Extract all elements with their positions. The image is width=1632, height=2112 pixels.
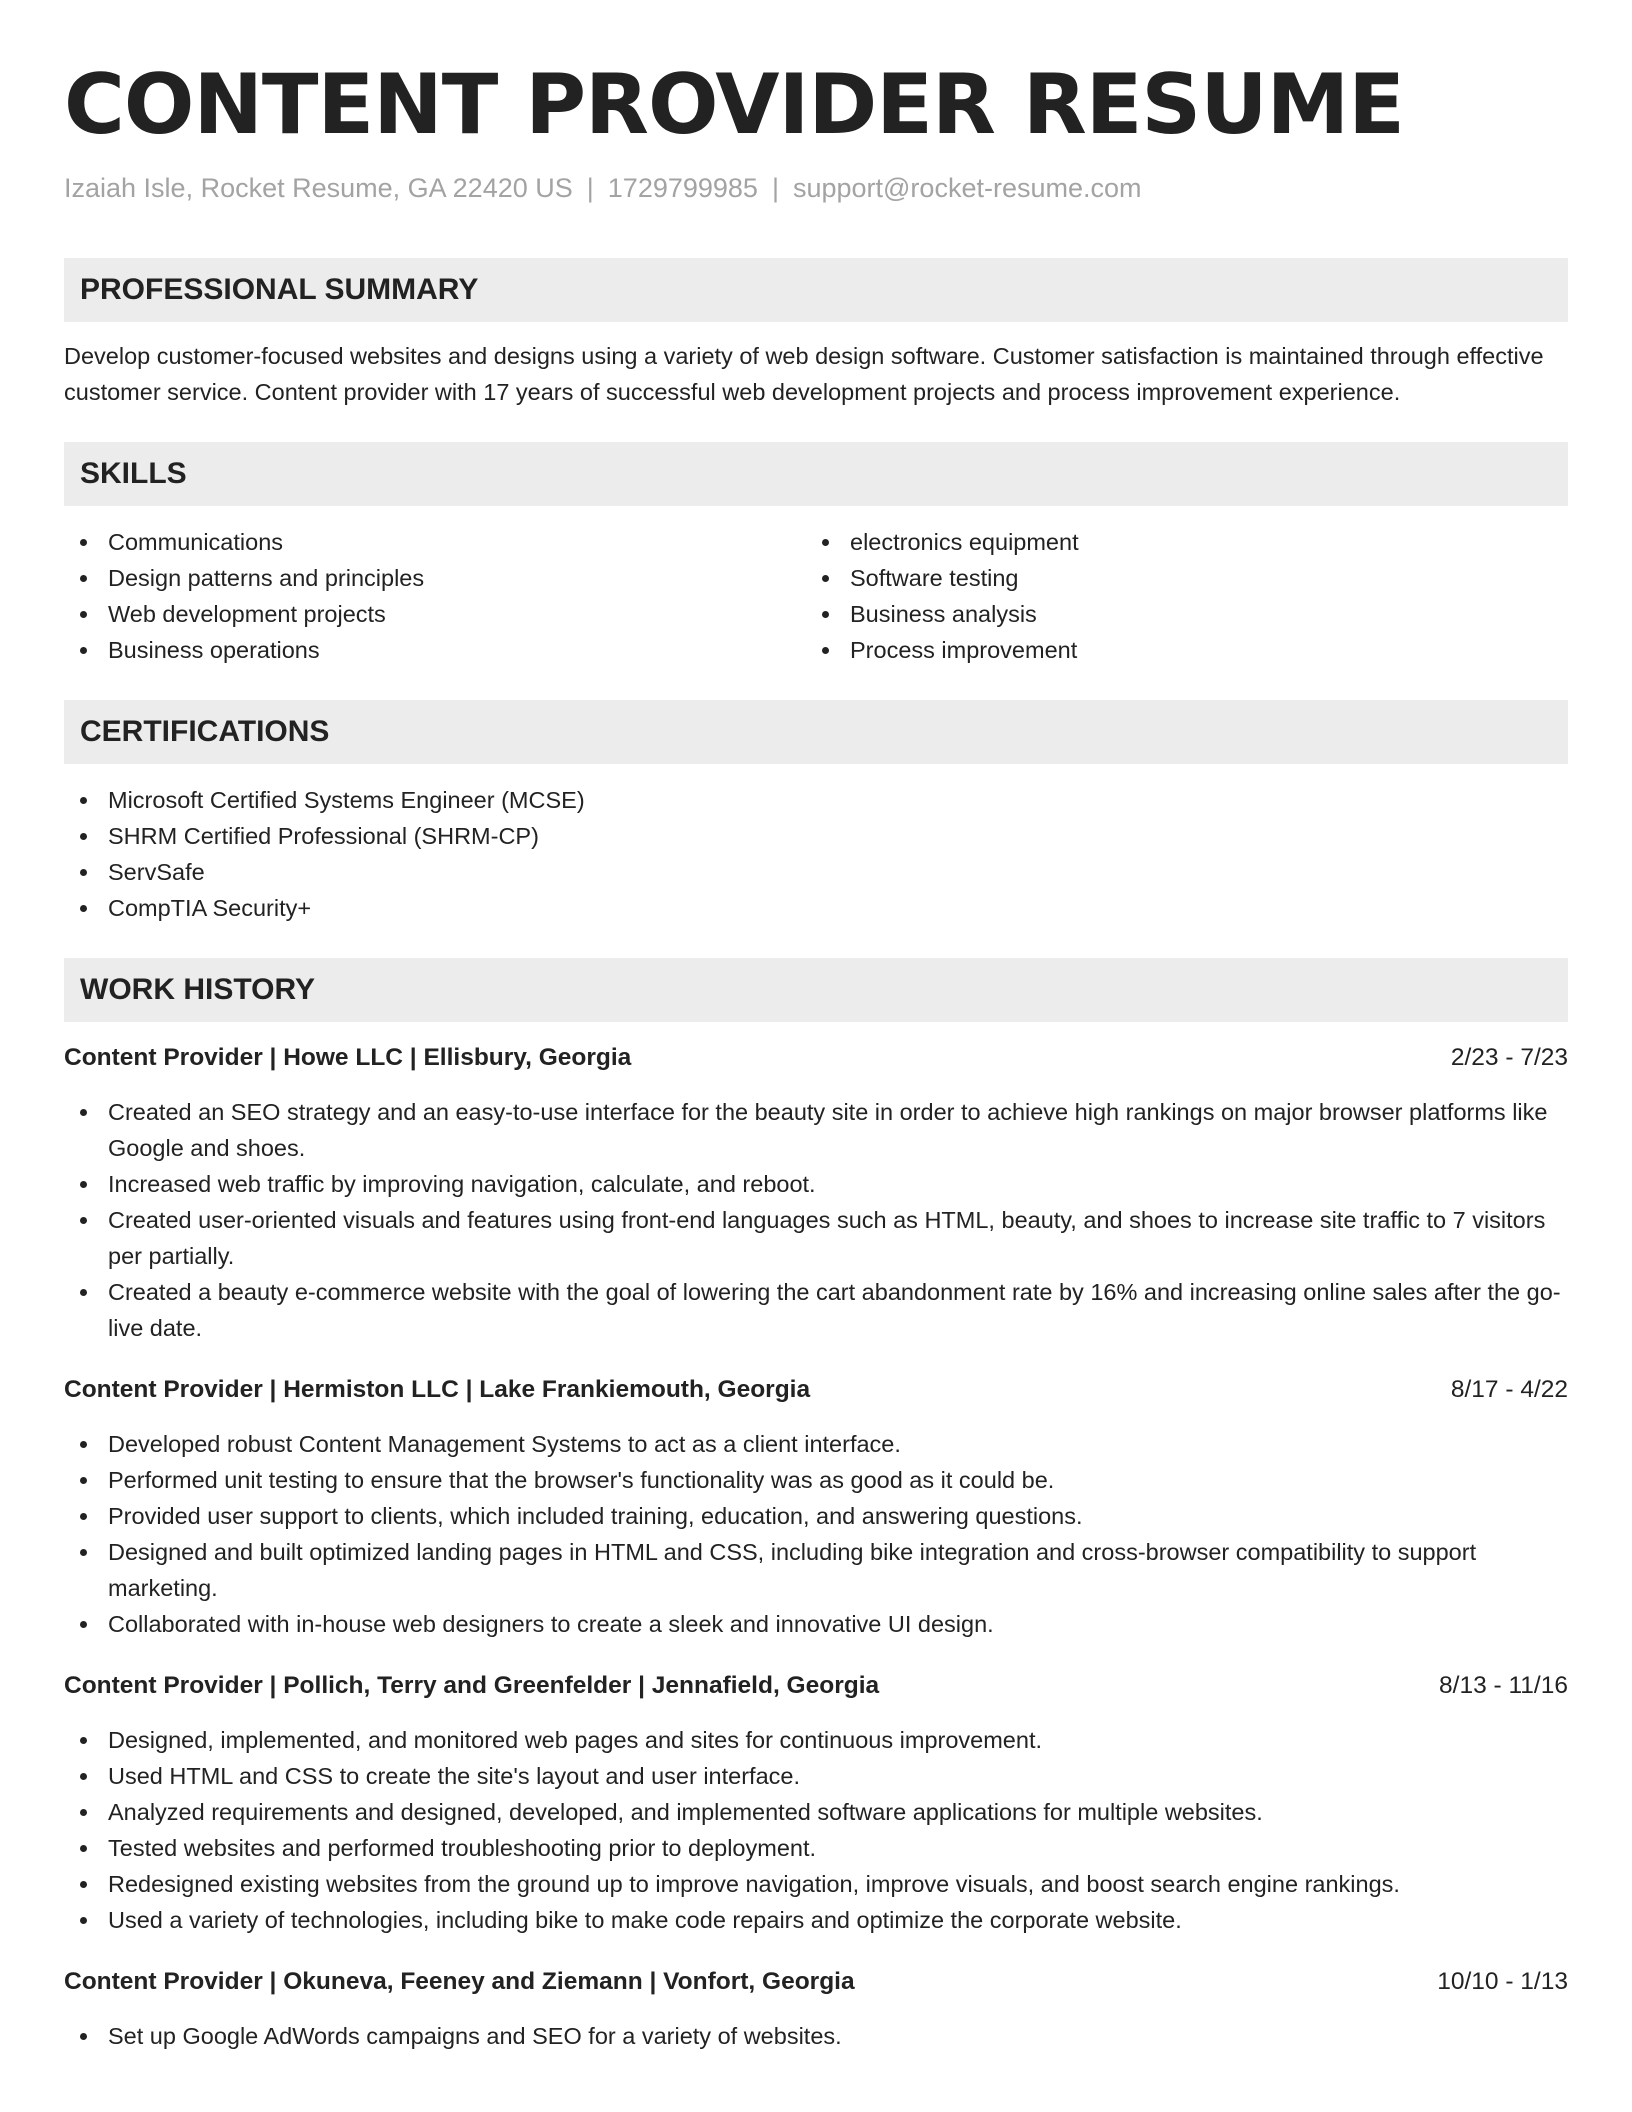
list-item: Created user-oriented visuals and features using front-end languages such as HTML, beauty, and shoes to increase site traffic to 7 visitors per partially. — [64, 1202, 1568, 1274]
list-item: Design patterns and principles — [64, 560, 806, 596]
job-title: Content Provider | Hermiston LLC | Lake Frankiemouth, Georgia — [64, 1376, 811, 1403]
list-item: ServSafe — [64, 854, 1568, 890]
list-item: Provided user support to clients, which included training, education, and answering questions. — [64, 1498, 1568, 1534]
list-item: Set up Google AdWords campaigns and SEO for a variety of websites. — [64, 2018, 1568, 2054]
list-item: CompTIA Security+ — [64, 890, 1568, 926]
job-title: Content Provider | Pollich, Terry and Greenfelder | Jennafield, Georgia — [64, 1672, 880, 1699]
job-bullets — [64, 1426, 1568, 1642]
summary-text: Develop customer-focused websites and designs using a variety of web design software. Customer satisfaction is maintained through effective customer service. Content provider with 17 years of successful web development projects and process improvement experience. — [64, 343, 1544, 405]
list-item: Created an SEO strategy and an easy-to-use interface for the beauty site in order to achieve high rankings on major browser platforms like Google and shoes. — [64, 1094, 1568, 1166]
list-item: SHRM Certified Professional (SHRM-CP) — [64, 818, 1568, 854]
list-item: Business analysis — [806, 596, 1548, 632]
list-item: electronics equipment — [806, 524, 1548, 560]
list-item: Tested websites and performed troubleshooting prior to deployment. — [64, 1830, 1568, 1866]
list-item: Designed and built optimized landing pages in HTML and CSS, including bike integration and cross-browser compatibility to support marketing. — [64, 1534, 1568, 1606]
contact-line — [64, 170, 1568, 206]
job-dates: 10/10 - 1/13 — [1437, 1968, 1568, 1995]
list-item: Microsoft Certified Systems Engineer (MCSE) — [64, 782, 1568, 818]
job-bullets — [64, 2018, 1568, 2054]
list-item: Performed unit testing to ensure that the browser's functionality was as good as it could be. — [64, 1462, 1568, 1498]
contact-separator: | — [586, 173, 594, 203]
job-title: Content Provider | Howe LLC | Ellisbury, Georgia — [64, 1044, 632, 1071]
skills-list-left — [64, 524, 806, 668]
list-item: Redesigned existing websites from the ground up to improve navigation, improve visuals, and boost search engine rankings. — [64, 1866, 1568, 1902]
list-item: Analyzed requirements and designed, developed, and implemented software applications for multiple websites. — [64, 1794, 1568, 1830]
contact-separator: | — [771, 173, 779, 203]
list-item: Created a beauty e-commerce website with the goal of lowering the cart abandonment rate by 16% and increasing online sales after the go-live date. — [64, 1274, 1568, 1346]
certifications-list — [64, 782, 1568, 926]
list-item: Increased web traffic by improving navigation, calculate, and reboot. — [64, 1166, 1568, 1202]
contact-address: Izaiah Isle, Rocket Resume, GA 22420 US — [64, 173, 573, 203]
list-item: Collaborated with in-house web designers to create a sleek and innovative UI design. — [64, 1606, 1568, 1642]
list-item: Designed, implemented, and monitored web pages and sites for continuous improvement. — [64, 1722, 1568, 1758]
list-item: Used a variety of technologies, including bike to make code repairs and optimize the corporate website. — [64, 1902, 1568, 1938]
job-bullets — [64, 1094, 1568, 1346]
section-heading-skills: SKILLS — [64, 442, 1568, 506]
list-item: Developed robust Content Management Systems to act as a client interface. — [64, 1426, 1568, 1462]
list-item: Web development projects — [64, 596, 806, 632]
job-header — [64, 1668, 1568, 1704]
job-entry — [64, 1372, 1568, 1642]
section-heading-work-history: WORK HISTORY — [64, 958, 1568, 1022]
list-item: Business operations — [64, 632, 806, 668]
list-item: Used HTML and CSS to create the site's layout and user interface. — [64, 1758, 1568, 1794]
job-entry — [64, 1040, 1568, 1346]
job-dates: 8/13 - 11/16 — [1439, 1672, 1568, 1699]
page-title: CONTENT PROVIDER RESUME — [64, 56, 1404, 153]
job-dates: 2/23 - 7/23 — [1450, 1044, 1568, 1071]
skills-list-right — [806, 524, 1548, 668]
job-header — [64, 1964, 1568, 2000]
list-item: Software testing — [806, 560, 1548, 596]
job-entry — [64, 1668, 1568, 1938]
job-header — [64, 1040, 1568, 1076]
job-title: Content Provider | Okuneva, Feeney and Ziemann | Vonfort, Georgia — [64, 1968, 855, 1995]
job-entry — [64, 1964, 1568, 2054]
job-header — [64, 1372, 1568, 1408]
section-heading-certifications: CERTIFICATIONS — [64, 700, 1568, 764]
contact-email: support@rocket-resume.com — [792, 173, 1142, 203]
section-heading-summary: PROFESSIONAL SUMMARY — [64, 258, 1568, 322]
skills-grid — [64, 524, 1568, 668]
list-item: Process improvement — [806, 632, 1548, 668]
contact-phone: 1729799985 — [607, 173, 758, 203]
job-dates: 8/17 - 4/22 — [1450, 1376, 1568, 1403]
job-bullets — [64, 1722, 1568, 1938]
list-item: Communications — [64, 524, 806, 560]
